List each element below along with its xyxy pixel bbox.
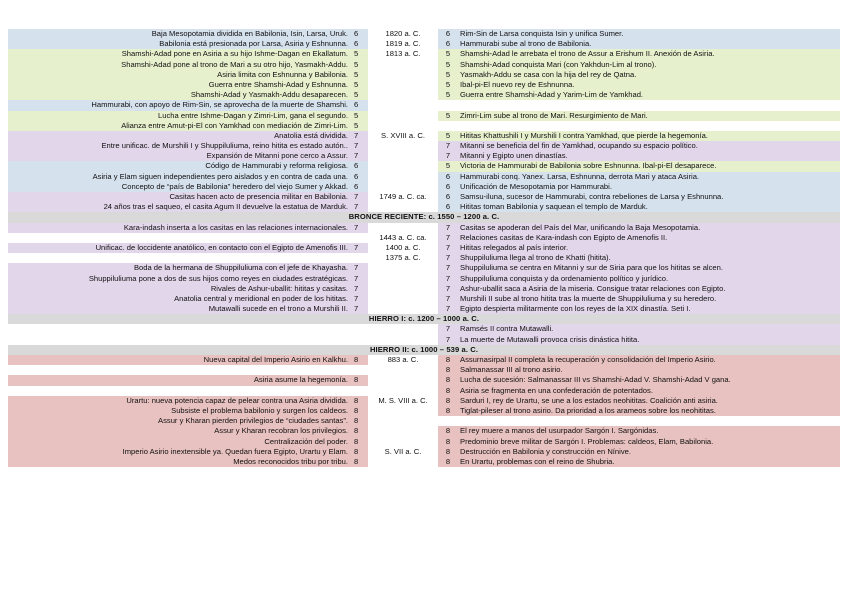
left-chapter-number: 7 [354, 192, 368, 202]
left-event: Baja Mesopotamia dividida en Babilonia, Isin, Larsa, Uruk. [8, 29, 354, 39]
chronology-table [8, 29, 840, 467]
right-chapter-number: 5 [438, 80, 458, 90]
left-event: Assur y Kharan pierden privilegios de “ciudades santas”. [8, 416, 354, 426]
right-event: Lucha de sucesión: Salmanassar III vs Shamshi-Adad V. Shamshi-Adad V gana. [458, 375, 840, 385]
left-event: Urartu: nueva potencia capaz de pelear contra una Asiria dividida. [8, 396, 354, 406]
right-event: Shuppiluliuma conquista y da ordenamiento político y jurídico. [458, 274, 840, 284]
left-chapter-number: 6 [354, 39, 368, 49]
left-chapter-number: 7 [354, 263, 368, 273]
date-cell [368, 386, 438, 396]
left-chapter-number: 5 [354, 60, 368, 70]
date-cell: S. XVIII a. C. [368, 131, 438, 141]
left-chapter-number: 7 [354, 141, 368, 151]
right-chapter-number: 5 [438, 161, 458, 171]
left-event: Unificac. de loccidente anatólico, en contacto con el Egipto de Amenofis III. [8, 243, 354, 253]
left-chapter-number: 7 [354, 284, 368, 294]
left-chapter-number [354, 324, 368, 334]
left-chapter-number: 7 [354, 304, 368, 314]
right-event: Shuppiluliuma llega al trono de Khatti (hitita). [458, 253, 840, 263]
right-chapter-number: 7 [438, 253, 458, 263]
date-cell [368, 161, 438, 171]
right-event: Sarduri I, rey de Urartu, se une a los estados neohititas. Coalición anti asiria. [458, 396, 840, 406]
right-chapter-number: 8 [438, 457, 458, 467]
right-event: Shuppiluliuma se centra en Mitanni y sur de Siria para que los hititas se alcen. [458, 263, 840, 273]
left-chapter-number: 7 [354, 223, 368, 233]
right-chapter-number: 8 [438, 355, 458, 365]
right-chapter-number: 7 [438, 274, 458, 284]
date-cell: 1813 a. C. [368, 49, 438, 59]
table-row [8, 335, 840, 345]
table-row [8, 284, 840, 294]
date-cell [368, 151, 438, 161]
table-row [8, 111, 840, 121]
table-row [8, 263, 840, 273]
left-chapter-number: 7 [354, 294, 368, 304]
right-event: Casitas se apoderan del País del Mar, unificando la Baja Mesopotamia. [458, 223, 840, 233]
left-chapter-number [354, 253, 368, 263]
right-chapter-number: 6 [438, 202, 458, 212]
left-chapter-number: 8 [354, 447, 368, 457]
right-chapter-number: 7 [438, 151, 458, 161]
table-row [8, 192, 840, 202]
right-event: La muerte de Mutawalli provoca crisis dinástica hitita. [458, 335, 840, 345]
left-event: Shuppiluliuma pone a dos de sus hijos como reyes en ciudades estratégicas. [8, 274, 354, 284]
left-event: Entre unificac. de Murshili I y Shuppiluliuma, reino hitita es estado autón.. [8, 141, 354, 151]
left-chapter-number: 5 [354, 70, 368, 80]
right-chapter-number: 7 [438, 141, 458, 151]
left-chapter-number: 8 [354, 416, 368, 426]
left-chapter-number [354, 386, 368, 396]
table-row [8, 243, 840, 253]
table-row [8, 70, 840, 80]
left-chapter-number: 7 [354, 243, 368, 253]
left-chapter-number: 7 [354, 151, 368, 161]
left-event: Expansión de Mitanni pone cerco a Assur. [8, 151, 354, 161]
left-event [8, 365, 354, 375]
left-event [8, 335, 354, 345]
left-event: Asiria limita con Eshnunna y Babilonia. [8, 70, 354, 80]
table-row [8, 253, 840, 263]
right-event: Samsu-iluna, sucesor de Hammurabi, contra rebeliones de Larsa y Eshnunna. [458, 192, 840, 202]
date-cell [368, 457, 438, 467]
right-event: Mitanni se beneficia del fin de Yamkhad, ocupando su espacio político. [458, 141, 840, 151]
left-chapter-number: 8 [354, 375, 368, 385]
table-row [8, 223, 840, 233]
right-chapter-number: 8 [438, 396, 458, 406]
period-header-label: HIERRO I: c. 1200 – 1000 a. C. [368, 314, 480, 324]
date-cell [368, 90, 438, 100]
date-cell [368, 182, 438, 192]
right-chapter-number: 5 [438, 49, 458, 59]
table-row [8, 324, 840, 334]
right-chapter-number: 8 [438, 437, 458, 447]
table-row [8, 386, 840, 396]
table-row [8, 161, 840, 171]
date-cell [368, 223, 438, 233]
left-event: 24 años tras el saqueo, el casita Agum II devuelve la estatua de Marduk. [8, 202, 354, 212]
left-chapter-number: 5 [354, 90, 368, 100]
date-cell: 1820 a. C. [368, 29, 438, 39]
date-cell [368, 324, 438, 334]
period-header-label: BRONCE RECIENTE: c. 1550 – 1200 a. C. [348, 212, 500, 222]
table-row [8, 172, 840, 182]
right-event: Yasmakh-Addu se casa con la hija del rey de Qatna. [458, 70, 840, 80]
table-row [8, 274, 840, 284]
table-row [8, 233, 840, 243]
table-row [8, 60, 840, 70]
date-cell: 1819 a. C. [368, 39, 438, 49]
right-event: Predominio breve militar de Sargón I. Problemas: caldeos, Elam, Babilonia. [458, 437, 840, 447]
table-row [8, 375, 840, 385]
right-chapter-number: 8 [438, 426, 458, 436]
date-cell [368, 172, 438, 182]
left-event: Casitas hacen acto de presencia militar en Babilonia. [8, 192, 354, 202]
table-row [8, 304, 840, 314]
left-event: Shamshi-Adad y Yasmakh-Addu desaparecen. [8, 90, 354, 100]
right-chapter-number: 8 [438, 406, 458, 416]
date-cell: 1375 a. C. [368, 253, 438, 263]
date-cell [368, 375, 438, 385]
date-cell: 883 a. C. [368, 355, 438, 365]
table-row [8, 182, 840, 192]
right-chapter-number: 5 [438, 60, 458, 70]
left-event: Boda de la hermana de Shuppiluliuma con el jefe de Khayasha. [8, 263, 354, 273]
right-event: Zimri-Lim sube al trono de Mari. Resurgimiento de Mari. [458, 111, 840, 121]
date-cell: S. VII a. C. [368, 447, 438, 457]
left-chapter-number: 6 [354, 172, 368, 182]
right-chapter-number: 8 [438, 447, 458, 457]
left-chapter-number: 8 [354, 437, 368, 447]
table-row [8, 49, 840, 59]
left-chapter-number: 8 [354, 355, 368, 365]
left-event: Rivales de Ashur-uballit: hititas y casitas. [8, 284, 354, 294]
right-event: Assurnasirpal II completa la recuperación y consolidación del Imperio Asirio. [458, 355, 840, 365]
right-event: Guerra entre Shamshi-Adad y Yarim-Lim de Yamkhad. [458, 90, 840, 100]
right-chapter-number [438, 100, 458, 110]
right-event [458, 121, 840, 131]
date-cell [368, 60, 438, 70]
right-chapter-number: 7 [438, 335, 458, 345]
right-chapter-number: 6 [438, 172, 458, 182]
left-chapter-number: 7 [354, 202, 368, 212]
left-event: Medos reconocidos tribu por tribu. [8, 457, 354, 467]
left-event: Assur y Kharan recobran los privilegios. [8, 426, 354, 436]
left-event: Código de Hammurabi y reforma religiosa. [8, 161, 354, 171]
left-chapter-number [354, 365, 368, 375]
table-row [8, 365, 840, 375]
date-cell [368, 80, 438, 90]
right-event: En Urartu, problemas con el reino de Shubria. [458, 457, 840, 467]
right-chapter-number: 7 [438, 263, 458, 273]
right-event: Murshili II sube al trono hitita tras la muerte de Shuppiluliuma y su heredero. [458, 294, 840, 304]
right-chapter-number: 7 [438, 243, 458, 253]
left-chapter-number: 6 [354, 29, 368, 39]
left-event: Guerra entre Shamshi-Adad y Eshnunna. [8, 80, 354, 90]
left-event: Alianza entre Amut-pi-El con Yamkhad con mediación de Zimri-Lim. [8, 121, 354, 131]
right-event: Tiglat-pileser al trono asirio. Da prioridad a los arameos sobre los neohititas. [458, 406, 840, 416]
date-cell [368, 263, 438, 273]
right-event: Hititas toman Babilonia y saquean el templo de Marduk. [458, 202, 840, 212]
date-cell [368, 437, 438, 447]
date-cell [368, 335, 438, 345]
left-event: Nueva capital del Imperio Asirio en Kalkhu. [8, 355, 354, 365]
left-event: Shamshi-Adad pone al trono de Mari a su otro hijo, Yasmakh-Addu. [8, 60, 354, 70]
right-chapter-number: 8 [438, 386, 458, 396]
date-cell: 1749 a. C. ca. [368, 192, 438, 202]
table-row [8, 131, 840, 141]
left-event: Hammurabi, con apoyo de Rim-Sin, se aprovecha de la muerte de Shamshi. [8, 100, 354, 110]
left-event: Kara-indash inserta a los casitas en las relaciones internacionales. [8, 223, 354, 233]
date-cell: 1443 a. C. ca. [368, 233, 438, 243]
right-chapter-number: 5 [438, 90, 458, 100]
date-cell [368, 141, 438, 151]
period-header [8, 345, 840, 355]
right-chapter-number: 6 [438, 192, 458, 202]
date-cell [368, 121, 438, 131]
date-cell: 1400 a. C. [368, 243, 438, 253]
right-event [458, 416, 840, 426]
table-row [8, 355, 840, 365]
right-event: Unificación de Mesopotamia por Hammurabi. [458, 182, 840, 192]
right-chapter-number: 5 [438, 70, 458, 80]
left-chapter-number: 8 [354, 406, 368, 416]
date-cell [368, 111, 438, 121]
left-event: Shamshi-Adad pone en Asiria a su hijo Ishme-Dagan en Ekallatum. [8, 49, 354, 59]
table-row [8, 406, 840, 416]
left-event: Anatolia central y meridional en poder de los hititas. [8, 294, 354, 304]
right-chapter-number: 8 [438, 375, 458, 385]
right-event: Victoria de Hammurabi de Babilonia sobre Eshnunna. Ibal-pi-El desaparece. [458, 161, 840, 171]
left-chapter-number [354, 233, 368, 243]
left-event: Mutawalli sucede en el trono a Murshili II. [8, 304, 354, 314]
left-chapter-number: 8 [354, 426, 368, 436]
left-chapter-number: 5 [354, 111, 368, 121]
table-row [8, 121, 840, 131]
left-event: Anatolia está dividida. [8, 131, 354, 141]
right-event: Mitanni y Egipto unen dinastías. [458, 151, 840, 161]
right-event: Rim-Sin de Larsa conquista Isin y unifica Sumer. [458, 29, 840, 39]
date-cell [368, 426, 438, 436]
table-row [8, 100, 840, 110]
left-event: Asiria y Elam siguen independientes pero aislados y en contra de cada una. [8, 172, 354, 182]
left-chapter-number: 7 [354, 131, 368, 141]
date-cell [368, 365, 438, 375]
date-cell [368, 202, 438, 212]
table-row [8, 447, 840, 457]
right-chapter-number: 6 [438, 182, 458, 192]
table-row [8, 416, 840, 426]
right-event: Ibal-pi-El nuevo rey de Eshnunna. [458, 80, 840, 90]
right-event: Ashur-uballit saca a Asiria de la miseria. Consigue tratar relaciones con Egipto. [458, 284, 840, 294]
left-event: Centralización del poder. [8, 437, 354, 447]
table-row [8, 294, 840, 304]
right-event: Hammurabi sube al trono de Babilonia. [458, 39, 840, 49]
right-event: Hammurabi conq. Yanex. Larsa, Eshnunna, derrota Mari y ataca Asiria. [458, 172, 840, 182]
right-event: Asiria se fragmenta en una confederación de potentados. [458, 386, 840, 396]
left-chapter-number: 5 [354, 121, 368, 131]
left-chapter-number: 8 [354, 396, 368, 406]
period-header-label: HIERRO II: c. 1000 – 539 a. C. [369, 344, 479, 354]
left-chapter-number: 6 [354, 182, 368, 192]
date-cell [368, 274, 438, 284]
left-event: Imperio Asirio inextensible ya. Quedan fuera Egipto, Urartu y Elam. [8, 447, 354, 457]
table-row [8, 151, 840, 161]
right-event: Shamshi-Adad conquista Mari (con Yakhdun-Lim al trono). [458, 60, 840, 70]
left-event: Babilonia está presionada por Larsa, Asiria y Eshnunna. [8, 39, 354, 49]
left-event [8, 386, 354, 396]
right-chapter-number: 6 [438, 29, 458, 39]
table-row [8, 29, 840, 39]
right-event: Hititas relegados al país interior. [458, 243, 840, 253]
left-event [8, 233, 354, 243]
right-chapter-number: 5 [438, 131, 458, 141]
right-chapter-number: 7 [438, 233, 458, 243]
right-event: Salmanassar III al trono asirio. [458, 365, 840, 375]
right-chapter-number: 7 [438, 223, 458, 233]
right-event: Destrucción en Babilonia y construcción en Nínive. [458, 447, 840, 457]
right-event [458, 100, 840, 110]
left-chapter-number [354, 335, 368, 345]
table-row [8, 457, 840, 467]
right-event: Relaciones casitas de Kara-indash con Egipto de Amenofis II. [458, 233, 840, 243]
table-row [8, 80, 840, 90]
right-event: Shamshi-Adad le arrebata el trono de Assur a Erishum II. Anexión de Asiria. [458, 49, 840, 59]
right-event: Hititas Khattushili I y Murshili I contra Yamkhad, que pierde la hegemonía. [458, 131, 840, 141]
right-chapter-number: 7 [438, 284, 458, 294]
left-chapter-number: 5 [354, 80, 368, 90]
left-event: Subsiste el problema babilonio y surgen los caldeos. [8, 406, 354, 416]
date-cell [368, 70, 438, 80]
left-event: Lucha entre Ishme-Dagan y Zimri-Lim, gana el segundo. [8, 111, 354, 121]
date-cell [368, 100, 438, 110]
table-row [8, 141, 840, 151]
table-row [8, 426, 840, 436]
right-event: Ramsés II contra Mutawalli. [458, 324, 840, 334]
left-event [8, 253, 354, 263]
left-event [8, 324, 354, 334]
table-row [8, 202, 840, 212]
date-cell [368, 416, 438, 426]
right-chapter-number [438, 121, 458, 131]
right-chapter-number: 7 [438, 324, 458, 334]
date-cell [368, 294, 438, 304]
right-chapter-number: 7 [438, 304, 458, 314]
right-chapter-number: 7 [438, 294, 458, 304]
left-event: Concepto de “país de Babilonia” heredero del viejo Sumer y Akkad. [8, 182, 354, 192]
date-cell [368, 304, 438, 314]
left-chapter-number: 5 [354, 49, 368, 59]
period-header [8, 212, 840, 222]
right-event: El rey muere a manos del usurpador Sargón I. Sargónidas. [458, 426, 840, 436]
table-row [8, 39, 840, 49]
date-cell [368, 406, 438, 416]
left-chapter-number: 6 [354, 100, 368, 110]
right-chapter-number: 5 [438, 111, 458, 121]
left-chapter-number: 6 [354, 161, 368, 171]
left-event: Asiria asume la hegemonía. [8, 375, 354, 385]
right-chapter-number: 8 [438, 365, 458, 375]
period-header [8, 314, 840, 324]
table-row [8, 90, 840, 100]
date-cell: M. S. VIII a. C. [368, 396, 438, 406]
table-row [8, 437, 840, 447]
date-cell [368, 284, 438, 294]
right-chapter-number: 6 [438, 39, 458, 49]
right-event: Egipto despierta militarmente con los reyes de la XIX dinastía. Seti I. [458, 304, 840, 314]
left-chapter-number: 7 [354, 274, 368, 284]
right-chapter-number [438, 416, 458, 426]
left-chapter-number: 8 [354, 457, 368, 467]
table-row [8, 396, 840, 406]
